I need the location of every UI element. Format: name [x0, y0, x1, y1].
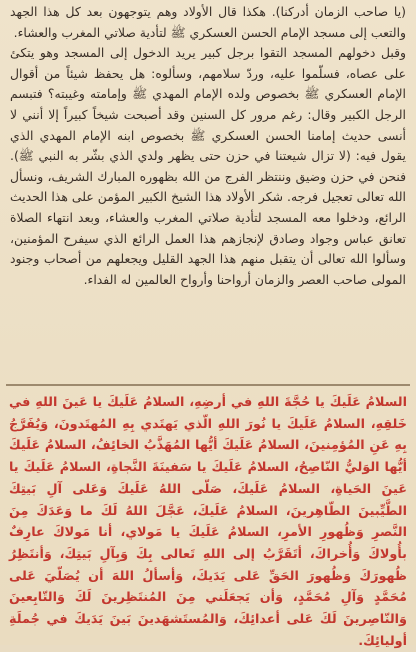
- prayer-paragraph: السلامُ عَلَيكَ يا حُجَّةَ اللهِ في أرضِهِ، السلامُ عَلَيكَ يا عَينَ اللهِ في خَلقِهِ، السلامُ عَلَيكَ يا نُورَ اللهِ الّذي يَهتَدي بِهِ المُهتَدونَ، وَيُفَرَّجُ بِهِ عَنِ المُؤمِنينَ، السلامُ عَلَيكَ أيُّها المُهَذَّبُ الخائِفُ، السلامُ عَلَيكَ أيُّها الوَليُّ النّاصِحُ، السلامُ عَلَيكَ يا سَفينَةَ النَّجاةِ، السلامُ عَلَيكَ يا عَينَ الحَياةِ، السلامُ عَلَيكَ، صَلّى اللهُ عَلَيكَ وَعَلى آلِ بَيتِكَ الطَّيِّبينَ الطّاهِرينَ، السلامُ عَلَيكَ، عَجَّلَ اللهُ لَكَ ما وَعَدَكَ مِنَ النَّصرِ وَظُهورِ الأمرِ، السلامُ عَلَيكَ يا مَولاي، أنا مَولاكَ عارِفٌ بأُولاكَ وَأُخراكَ، أتَقَرَّبُ إلى اللهِ تَعالى بِكَ وَبِآلِ بَيتِكَ، وَأنتَظِرُ ظُهورَكَ وَظُهورَ الحَقِّ عَلى يَدَيكَ، وَأسألُ اللهَ أن يُصَلّيَ عَلى مُحَمَّدٍ وَآلِ مُحَمَّدٍ، وَأن يَجعَلَني مِنَ المُنتَظِرينَ لَكَ وَالتّابِعينَ وَالنّاصِرينَ لَكَ عَلى أعدائِكَ، وَالمُستَشهَدينَ بَينَ يَدَيكَ في جُملَةِ أوليائِكَ.: [9, 395, 407, 649]
- section-divider: [6, 384, 410, 386]
- story-text: [10, 2, 406, 290]
- prayer-text: [9, 392, 407, 652]
- story-paragraph-1: (يا صاحب الزمان أدركنا). هكذا قال الأولاد وهم يتوجهون بعد كل هذا الجهد والتعب إلى مسجد الإمام الحسن العسكري ﷺ لتأدية صلاتي المغرب والعشاء.: [10, 4, 406, 40]
- story-paragraph-2: وقبل دخولهم المسجد التقوا برجل كبير يريد الدخول إلى المسجد وهو يتكئ على عصاه، فسلّموا عليه، وردّ سلامهم، وسألوه: هل يحفظ شيئاً من أقوال الإمام العسكري ﷺ بخصوص ولده الإمام المهدي ﷺ وإمامته وغيبته؟ فتبسم الرجل الكبير وقال: رغم مرور كل السنين وقد أصبحت شيخاً كبيراً إلا أنني لا أنسى حديث إمامنا الحسن العسكري ﷺ بخصوص ابنه الإمام المهدي الذي يقول فيه: (لا تزال شيعتنا في حزن حتى يظهر ولدي الذي بشّر به النبي ﷺ). فنحن في حزن وضيق وننتظر الفرج من الله بظهوره المبارك الشريف، ونسأل الله تعالى تعجيل فرجه. شكر الأولاد هذا الشيخ الكبير المؤمن على هذا الحديث الرائع، ودخلوا معه المسجد لتأدية صلاتي المغرب والعشاء، وبعد انتهاء الصلاة تعانق عباس وجواد وصادق لإنجازهم هذا العمل الرائع الذي سيفرح المؤمنين، وسألوا الله تعالى أن يتقبل منهم هذا الجهد القليل ويجعلهم من أصحاب وجنود المولى صاحب العصر والزمان أرواحنا وأرواح العالمين له الفداء.: [10, 45, 406, 287]
